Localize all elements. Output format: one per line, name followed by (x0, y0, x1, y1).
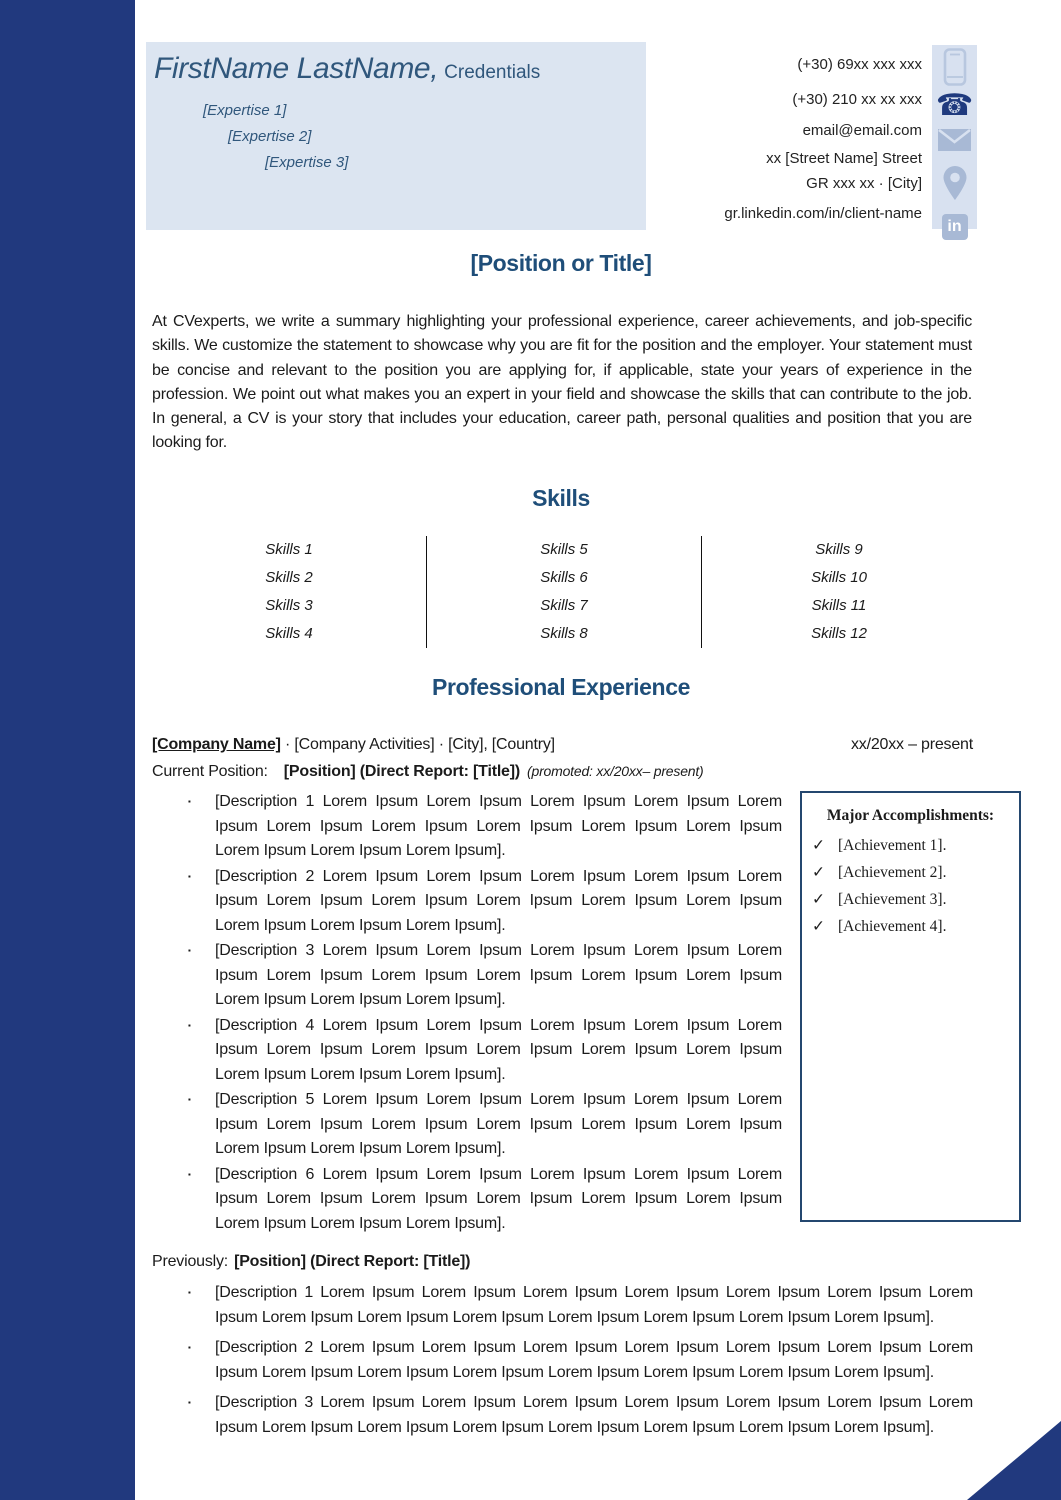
bullet-icon: ▪ (188, 1288, 191, 1297)
accomplishments-title: Major Accomplishments: (826, 807, 995, 824)
address-line-1: xx [Street Name] Street (766, 150, 922, 167)
company-name: [Company Name] (152, 736, 281, 753)
checkmark-icon: ✓ (812, 837, 825, 854)
list-item (812, 918, 1013, 936)
checkmark-icon: ✓ (812, 891, 825, 908)
description-text: [Description 3 Lorem Ipsum Lorem Ipsum Lorem Ipsum Lorem Ipsum Lorem Ipsum Lorem Ipsum Lorem Ipsum Lorem Ipsum Lorem Ipsum Lorem Ipsum Lorem Ipsum Lorem Ipsum Lorem Ipsum Lorem Ipsum]. (215, 1394, 973, 1436)
skill-item: Skills 6 (540, 569, 588, 586)
contact-icon-strip (932, 45, 977, 235)
telephone-icon: ☎ (935, 88, 974, 123)
description-text: [Description 1 Lorem Ipsum Lorem Ipsum Lorem Ipsum Lorem Ipsum Lorem Ipsum Lorem Ipsum Lorem Ipsum Lorem Ipsum Lorem Ipsum Lorem Ipsum Lorem Ipsum Lorem Ipsum Lorem Ipsum]. (215, 793, 782, 859)
list-item (152, 1163, 782, 1237)
skills-column-1 (152, 536, 426, 648)
list-item (812, 864, 1013, 882)
skill-item: Skills 5 (540, 541, 588, 558)
description-text: [Description 6 Lorem Ipsum Lorem Ipsum Lorem Ipsum Lorem Ipsum Lorem Ipsum Lorem Ipsum Lorem Ipsum Lorem Ipsum Lorem Ipsum Lorem Ipsum Lorem Ipsum Lorem Ipsum Lorem Ipsum]. (215, 1165, 782, 1232)
left-accent-bar (0, 0, 135, 1500)
expertise-list (146, 98, 646, 176)
list-item (812, 891, 1013, 909)
list-item (152, 865, 782, 939)
list-item (152, 1336, 973, 1385)
envelope-icon (938, 129, 971, 156)
current-position-title: [Position] (Direct Report: [Title]) (283, 763, 521, 780)
current-position-line (152, 763, 973, 781)
achievement-text: [Achievement 2]. (838, 864, 947, 881)
linkedin-icon: in (942, 214, 968, 240)
email-address: email@email.com (802, 122, 922, 139)
accomplishments-list (802, 837, 1019, 936)
current-position-label: Current Position: (152, 763, 268, 780)
mobile-number: (+30) 69xx xxx xxx (797, 56, 922, 73)
list-item (152, 1391, 973, 1440)
bullet-icon: ▪ (188, 1095, 191, 1104)
bottom-right-corner-triangle (967, 1421, 1061, 1500)
expertise-item: [Expertise 3] (265, 154, 349, 171)
name-line (146, 42, 646, 86)
skill-item: Skills 8 (540, 625, 588, 642)
bullet-icon: ▪ (188, 1020, 191, 1030)
description-text: [Description 5 Lorem Ipsum Lorem Ipsum Lorem Ipsum Lorem Ipsum Lorem Ipsum Lorem Ipsum Lorem Ipsum Lorem Ipsum Lorem Ipsum Lorem Ipsum Lorem Ipsum Lorem Ipsum Lorem Ipsum]. (215, 1091, 782, 1157)
company-dates: xx/20xx – present (851, 736, 973, 753)
credentials: Credentials (444, 62, 541, 83)
location-pin-icon (942, 166, 968, 205)
skill-item: Skills 7 (540, 597, 588, 614)
company-line (152, 736, 973, 754)
skill-item: Skills 12 (811, 625, 867, 642)
previously-label: Previously: (152, 1253, 229, 1270)
bullet-icon: ▪ (188, 797, 191, 806)
skill-item: Skills 10 (811, 569, 867, 586)
bullet-icon: ▪ (188, 946, 191, 955)
skills-column-2 (426, 536, 702, 648)
expertise-item: [Expertise 2] (228, 128, 312, 145)
full-name: FirstName LastName, (154, 52, 439, 85)
description-text: [Description 2 Lorem Ipsum Lorem Ipsum Lorem Ipsum Lorem Ipsum Lorem Ipsum Lorem Ipsum Lorem Ipsum Lorem Ipsum Lorem Ipsum Lorem Ipsum Lorem Ipsum Lorem Ipsum Lorem Ipsum Lorem Ipsum]. (215, 1339, 973, 1381)
achievement-text: [Achievement 3]. (838, 891, 947, 908)
previous-position-bullet-list (152, 1281, 973, 1446)
description-text: [Description 1 Lorem Ipsum Lorem Ipsum Lorem Ipsum Lorem Ipsum Lorem Ipsum Lorem Ipsum Lorem Ipsum Lorem Ipsum Lorem Ipsum Lorem Ipsum Lorem Ipsum Lorem Ipsum Lorem Ipsum Lorem Ipsum]. (215, 1284, 973, 1326)
achievement-text: [Achievement 1]. (838, 837, 947, 854)
professional-experience-heading: Professional Experience (432, 674, 690, 700)
list-item (812, 837, 1013, 855)
summary-paragraph: At CVexperts, we write a summary highlighting your professional experience, career achievements, and job-specific skills. We customize the statement to showcase why you are fit for the position and the employer. Your statement must be concise and relevant to the position you are applying for, if applicable, state your years of experience in the profession. We point out what makes you an expert in your field and showcase the skills that can contribute to the job. In general, a CV is your story that includes your education, career path, personal qualities and position that you are looking for. (152, 313, 972, 452)
description-text: [Description 3 Lorem Ipsum Lorem Ipsum Lorem Ipsum Lorem Ipsum Lorem Ipsum Lorem Ipsum Lorem Ipsum Lorem Ipsum Lorem Ipsum Lorem Ipsum Lorem Ipsum Lorem Ipsum Lorem Ipsum]. (215, 942, 782, 1008)
list-item (152, 790, 782, 864)
description-text: [Description 2 Lorem Ipsum Lorem Ipsum Lorem Ipsum Lorem Ipsum Lorem Ipsum Lorem Ipsum Lorem Ipsum Lorem Ipsum Lorem Ipsum Lorem Ipsum Lorem Ipsum Lorem Ipsum Lorem Ipsum]. (215, 867, 782, 934)
skills-grid (152, 536, 976, 648)
company-info (152, 736, 555, 754)
list-item (152, 939, 782, 1013)
expertise-item: [Expertise 1] (203, 102, 287, 119)
header-name-box (146, 42, 646, 230)
linkedin-url: gr.linkedin.com/in/client-name (724, 205, 922, 222)
bullet-icon: ▪ (188, 1343, 191, 1352)
skill-item: Skills 4 (265, 625, 313, 642)
skill-item: Skills 3 (265, 597, 313, 614)
list-item (152, 1014, 782, 1088)
skill-item: Skills 2 (265, 569, 313, 586)
list-item (152, 1281, 973, 1330)
position-title-heading: [Position or Title] (470, 250, 652, 276)
previously-line (152, 1253, 973, 1271)
previous-position-title: [Position] (Direct Report: [Title]) (234, 1253, 471, 1270)
company-details: · [Company Activities] · [City], [Country] (280, 736, 555, 753)
skill-item: Skills 9 (815, 541, 863, 558)
checkmark-icon: ✓ (812, 864, 825, 881)
bullet-icon: ▪ (188, 1169, 191, 1179)
skill-item: Skills 11 (811, 597, 867, 614)
landline-number: (+30) 210 xx xx xxx (792, 91, 922, 108)
list-item (152, 1088, 782, 1162)
bullet-icon: ▪ (188, 871, 191, 881)
contact-block (646, 56, 922, 223)
bullet-icon: ▪ (188, 1398, 191, 1407)
skills-heading: Skills (532, 485, 590, 511)
description-text: [Description 4 Lorem Ipsum Lorem Ipsum Lorem Ipsum Lorem Ipsum Lorem Ipsum Lorem Ipsum Lorem Ipsum Lorem Ipsum Lorem Ipsum Lorem Ipsum Lorem Ipsum Lorem Ipsum Lorem Ipsum]. (215, 1016, 782, 1083)
skill-item: Skills 1 (265, 541, 313, 558)
promoted-note: (promoted: xx/20xx– present) (527, 763, 704, 779)
current-position-bullet-list (152, 790, 782, 1237)
mobile-phone-icon (943, 48, 967, 91)
address-line-2: GR xxx xx · [City] (806, 175, 922, 192)
skills-column-3 (702, 536, 976, 648)
major-accomplishments-box (800, 791, 1021, 1222)
achievement-text: [Achievement 4]. (838, 918, 947, 935)
checkmark-icon: ✓ (812, 918, 825, 935)
